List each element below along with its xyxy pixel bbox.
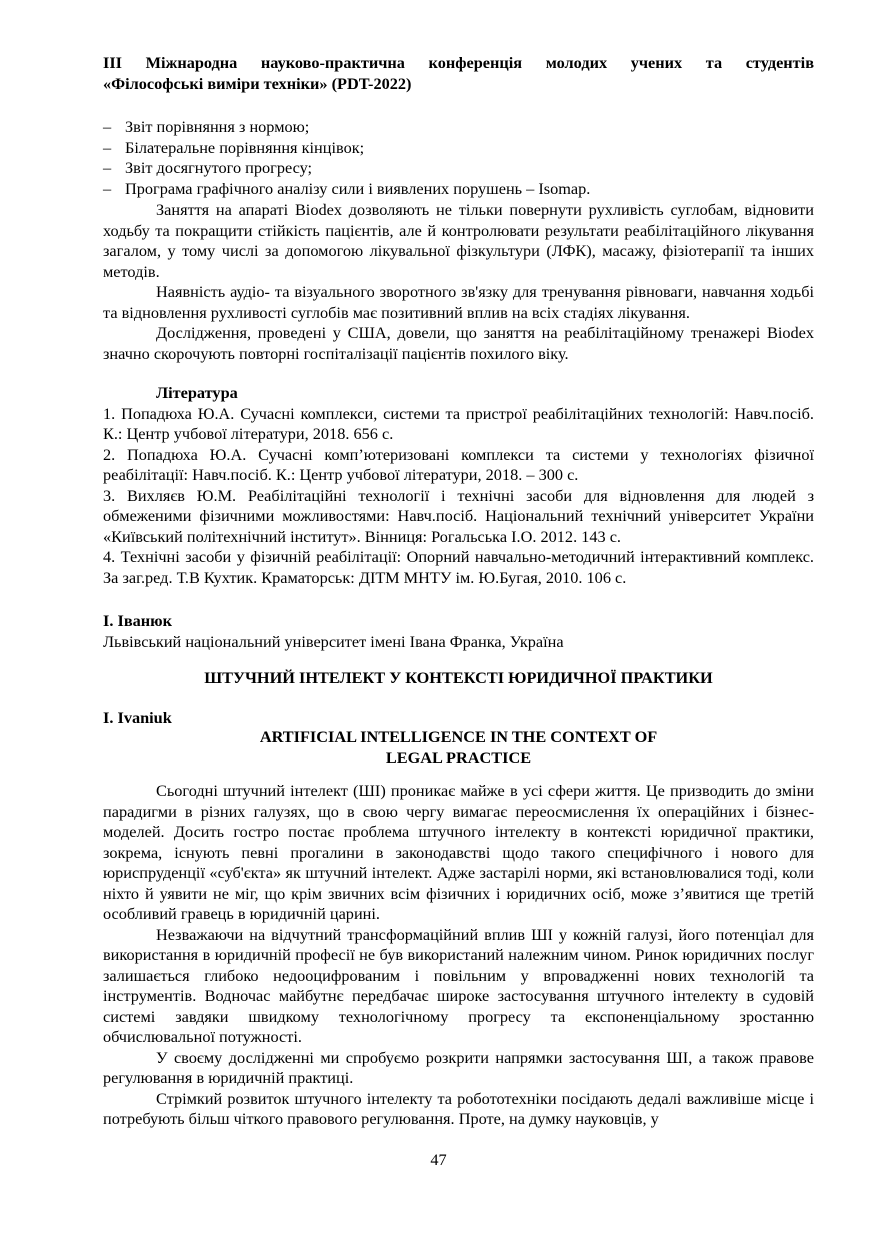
body-section-2 [103,781,814,1130]
paragraph: У своєму дослідженні ми спробуємо розкрити напрямки застосування ШІ, а також правове регулювання в юридичній практиці. [103,1047,814,1087]
list-item: – Звіт порівняння з нормою; [103,117,310,136]
conference-header [103,53,814,94]
bullet-list [103,117,814,199]
list-item: – Білатеральне порівняння кінцівок; [103,137,365,157]
reference-item: 2. Попадюха Ю.А. Сучасні комп’ютеризовані комплекси та системи у технологіях фізичної реабілітації: Навч.посіб. К.: Центр учбової літератури, 2018. – 300 с. [103,444,814,484]
literature-section [103,383,814,588]
header-line-1: ІІІ Міжнародна науково-практична конференція молодих учених та студентів [103,53,814,72]
author-block-ua [103,611,814,652]
title-en-line-2: LEGAL PRACTICE [385,747,532,767]
paragraph: Незважаючи на відчутний трансформаційний вплив ШІ у кожній галузі, його потенціал для використання в юридичній професії не був використаний належним чином. Ринок юридичних послуг залишається глибоко недооцифрованим і повільним у впровадженні нових технологій та інструментів. Водночас майбутнє передбачає широке застосування штучного інтелекту в судовій системі завдяки швидкому технологічному прогресу та експоненціальному зростанню обчислювальної потужності. [103,924,814,1046]
article-title-ua: ШТУЧНИЙ ІНТЕЛЕКТ У КОНТЕКСТІ ЮРИДИЧНОЇ ПРАКТИКИ [204,668,713,687]
body-section-1 [103,200,814,364]
reference-item: 4. Технічні засоби у фізичній реабілітації: Опорний навчально-методичний інтерактивний комплекс. За заг.ред. Т.В Кухтик. Краматорськ: ДІТМ МНТУ ім. Ю.Бугая, 2010. 106 с. [103,547,814,587]
paragraph: Сьогодні штучний інтелект (ШІ) проникає майже в усі сфери життя. Це призводить до зміни парадигми в різних галузях, що в свою чергу вимагає переосмислення їх операційних і бізнес-моделей. Досить гостро постає проблема штучного інтелекту в контексті юридичної практики, зокрема, існують певні прогалини в законодавстві щодо такого специфічного і нового для юриспруденції «суб'єкта» як штучний інтелект. Адже застарілі норми, які встановлювалися тоді, коли ніхто й уявити не міг, що крім звичних всім фізичних і юридичних осіб, може з’явитися ще третій особливий гравець в юридичній царині. [103,781,814,923]
article-title-en [103,727,814,768]
paragraph: Заняття на апараті Biodex дозволяють не тільки повернути рухливість суглобам, відновити ходьбу та покращити стійкість пацієнтів, але й контролювати результати реабілітаційного лікування загалом, у тому числі за допомогою лікувальної фізкультури (ЛФК), масажу, фізіотерапії та інших методів. [103,200,814,281]
page-number: 47 [430,1150,447,1169]
paragraph: Наявність аудіо- та візуального зворотного зв'язку для тренування рівноваги, навчання ходьбі та відновлення рухливості суглобів має позитивний вплив на всіх стадіях лікування. [103,282,814,322]
reference-item: 1. Попадюха Ю.А. Сучасні комплекси, системи та пристрої реабілітаційних технологій: Навч.посіб. К.: Центр учбової літератури, 2018. 656 с. [103,403,814,443]
author-name-en: I. Ivaniuk [103,708,172,727]
list-item: – Звіт досягнутого прогресу; [103,158,313,177]
reference-item: 3. Вихляєв Ю.М. Реабілітаційні технології і технічні засоби для відновлення для людей з обмеженими фізичними можливостями: Навч.посіб. Національний технічний університет України «Київський політехнічний інститут». Вінниця: Рогальська І.О. 2012. 143 с. [103,485,814,546]
paragraph: Дослідження, проведені у США, довели, що заняття на реабілітаційному тренажері Biodex значно скорочують повторні госпіталізації пацієнтів похилого віку. [103,323,814,363]
header-line-2: «Філософські виміри техніки» (PDT-2022) [103,73,412,93]
paragraph: Стрімкий розвиток штучного інтелекту та робототехніки посідають дедалі важливіше місце і потребують більш чіткого правового регулювання. Проте, на думку науковців, у [103,1088,814,1128]
title-en-line-1: ARTIFICIAL INTELLIGENCE IN THE CONTEXT OF [259,727,658,746]
literature-heading: Література [156,383,238,402]
author-affiliation: Львівський національний університет імені Івана Франка, Україна [103,631,564,651]
list-item: – Програма графічного аналізу сили і виявлених порушень – Isomap. [103,178,591,198]
author-name-ua: І. Іванюк [103,611,172,630]
